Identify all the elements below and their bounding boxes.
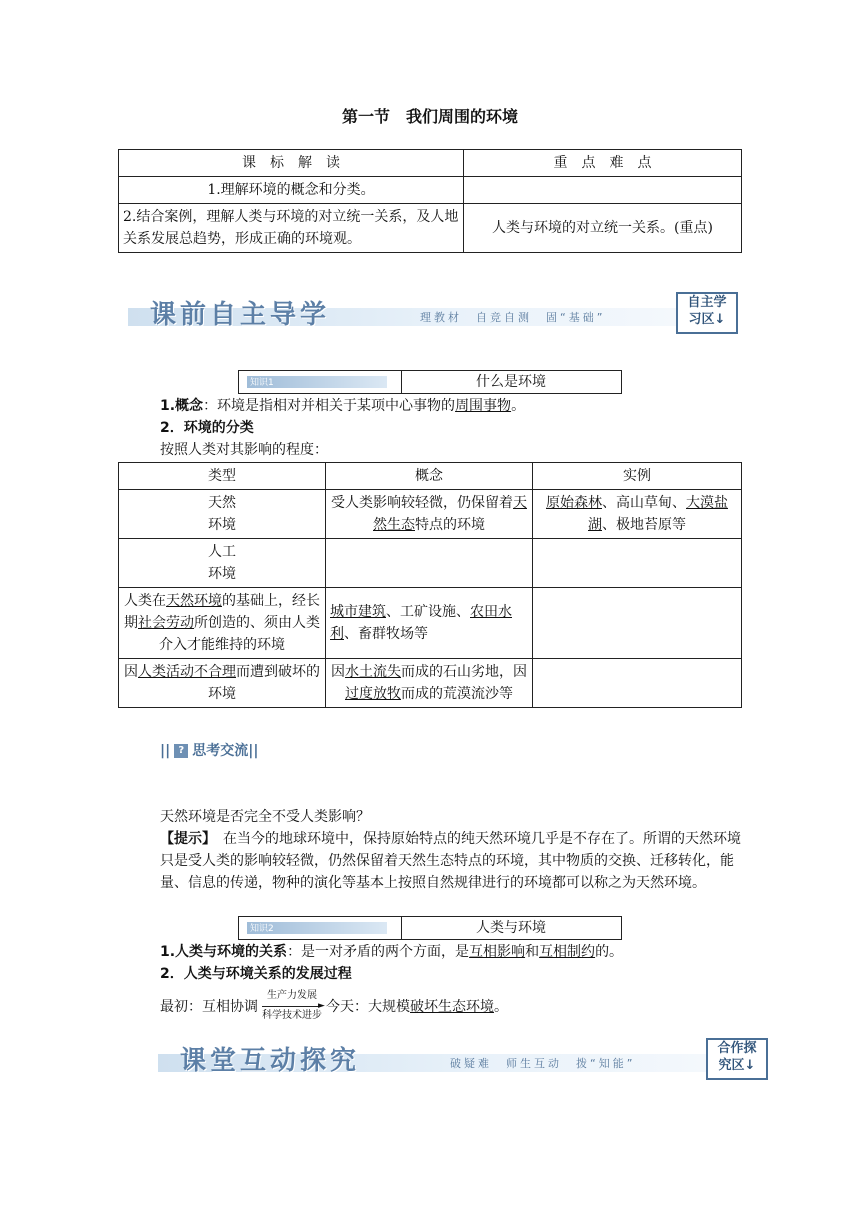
knowledge-tag-cell [239, 917, 402, 939]
process-start: 最初：互相协调 [160, 999, 258, 1015]
text: 的基础上，经长期 [124, 593, 320, 631]
question-icon: ? [174, 744, 188, 758]
underlined-text: 人类活动不合理 [138, 664, 236, 680]
question: 天然环境是否完全不受人类影响？ [160, 809, 370, 825]
hint-paragraph [160, 828, 744, 894]
knowledge-tag [247, 922, 387, 934]
standard-2: 2.结合案例，理解人类与环境的对立统一关系，及人地关系发展总趋势，形成正确的环境观。 [119, 204, 464, 253]
col-concept: 概念 [326, 463, 533, 490]
arrow-line [262, 1006, 320, 1007]
banner-subtitle: 破疑难 师生互动 拨“知能” [450, 1057, 636, 1070]
empty-cell [533, 539, 742, 588]
text: 受人类影响较轻微，仍保留着 [331, 495, 513, 511]
classification-intro: 按照人类对其影响的程度： [160, 442, 328, 458]
concept-label: 1.概念 [160, 398, 204, 414]
type-natural [119, 490, 326, 539]
standard-1: 1.理解环境的概念和分类。 [119, 177, 464, 204]
underlined-text: 天然环境 [166, 593, 222, 609]
arrow-head-icon: ► [318, 1001, 325, 1011]
type-artificial [119, 539, 326, 588]
empty-cell [533, 588, 742, 659]
keypoint-empty [464, 177, 742, 204]
text: 因 [124, 664, 138, 680]
table-row [119, 588, 742, 659]
text: 、工矿设施、 [386, 604, 470, 620]
underlined-text: 原始森林 [546, 495, 602, 511]
badge-line-2: 究区↓ [718, 1058, 756, 1073]
relation-line [160, 942, 623, 962]
banner-badge[interactable] [676, 292, 738, 334]
underlined-text: 社会劳动 [138, 615, 194, 631]
banner-subtitle: 理教材 自竞自测 固“基础” [420, 311, 606, 324]
col-type: 类型 [119, 463, 326, 490]
text: 、高山草甸、 [602, 495, 686, 511]
banner-title: 课前自主导学 [150, 300, 331, 330]
knowledge-title: 什么是环境 [476, 374, 546, 390]
header-standards: 课 标 解 读 [119, 150, 464, 177]
page-title: 第一节 我们周围的环境 [341, 107, 518, 126]
type-natural-1: 天然 [208, 495, 236, 511]
hint-text: 在当今的地球环境中，保持原始特点的纯天然环境几乎是不存在了。所谓的天然环境只是受人类的影响较轻微，仍然保留着天然生态特点的环境，其中物质的交换、迁移转化，能量、信息的传递，物种的演化等基本上按照自然规律进行的环境都可以称之为天然环境。 [160, 831, 741, 891]
empty-cell [326, 539, 533, 588]
classification-heading: 2．环境的分类 [160, 420, 254, 436]
banner-inclass [158, 1038, 768, 1078]
text: 、极地苔原等 [602, 517, 686, 533]
text: 人类在 [124, 593, 166, 609]
concept-line [160, 396, 525, 416]
text: 、畜群牧场等 [344, 626, 428, 642]
artificial-definition [119, 588, 326, 659]
underlined-text: 过度放牧 [345, 686, 401, 702]
banner-preclass [128, 292, 738, 332]
concept-underlined: 周围事物 [455, 398, 512, 414]
table-row [119, 659, 742, 708]
table-row [119, 490, 742, 539]
classification-table [118, 462, 742, 708]
hint-label: 【提示】 [160, 831, 209, 847]
header-keypoints: 重 点 难 点 [464, 150, 742, 177]
think-label-text: 思考交流 [192, 743, 249, 759]
development-heading: 2．人类与环境关系的发展过程 [160, 966, 352, 982]
process-line [160, 990, 508, 1024]
example-natural [533, 490, 742, 539]
underlined-text: 破坏生态环境 [410, 999, 494, 1015]
artificial-examples [326, 588, 533, 659]
knowledge-tag [247, 376, 387, 388]
type-artificial-2: 环境 [208, 566, 236, 582]
concept-text: ：环境是指相对并相关于某项中心事物的 [203, 398, 456, 414]
knowledge-box-2 [238, 916, 622, 940]
relation-label: 1.人类与环境的关系 [160, 944, 288, 960]
text: 特点的环境 [415, 517, 485, 533]
underlined-text: 大漠盐湖 [588, 495, 728, 533]
damaged-definition [119, 659, 326, 708]
knowledge-title: 人类与环境 [476, 920, 546, 936]
think-exchange-label: || ? 思考交流|| [160, 743, 259, 759]
process-today: 今天：大规模 [326, 999, 410, 1015]
concept-end: 。 [511, 398, 526, 414]
knowledge-tag-label: 知识2 [250, 924, 274, 934]
table-row [119, 539, 742, 588]
knowledge-box-1 [238, 370, 622, 394]
text: 而遭到破坏的环境 [208, 664, 320, 702]
underlined-text: 天然生态 [373, 495, 527, 533]
arrow-top-label: 生产力发展 [267, 990, 317, 1001]
type-natural-2: 环境 [208, 517, 236, 533]
text: 而成的荒漠流沙等 [401, 686, 513, 702]
badge-line-2: 习区↓ [688, 312, 726, 327]
col-example: 实例 [533, 463, 742, 490]
knowledge-tag-label: 知识1 [250, 378, 274, 388]
text: 因 [331, 664, 345, 680]
text: 所创造的、须由人类介入才能维持的环境 [159, 615, 320, 653]
knowledge-tag-cell [239, 371, 402, 393]
banner-title: 课堂互动探究 [180, 1046, 361, 1076]
empty-cell [533, 659, 742, 708]
underlined-text: 互相影响 [469, 944, 526, 960]
concept-natural [326, 490, 533, 539]
text: 。 [494, 999, 508, 1015]
badge-line-1: 合作探 [717, 1041, 757, 1056]
underlined-text: 水土流失 [345, 664, 401, 680]
banner-badge[interactable] [706, 1038, 768, 1080]
text: 而成的石山劣地，因 [401, 664, 527, 680]
standards-table [118, 149, 742, 253]
text: 的。 [595, 944, 624, 960]
underlined-text: 城市建筑 [330, 604, 386, 620]
keypoint-2: 人类与环境的对立统一关系。(重点) [464, 204, 742, 253]
badge-line-1: 自主学 [687, 295, 727, 310]
type-artificial-1: 人工 [208, 544, 236, 560]
relation-text: ：是一对矛盾的两个方面，是 [287, 944, 470, 960]
arrow-bottom-label: 科学技术进步 [262, 1010, 322, 1021]
underlined-text: 农田水利 [330, 604, 512, 642]
process-arrow [258, 990, 326, 1024]
underlined-text: 互相制约 [539, 944, 596, 960]
text: 和 [525, 944, 540, 960]
damaged-examples [326, 659, 533, 708]
